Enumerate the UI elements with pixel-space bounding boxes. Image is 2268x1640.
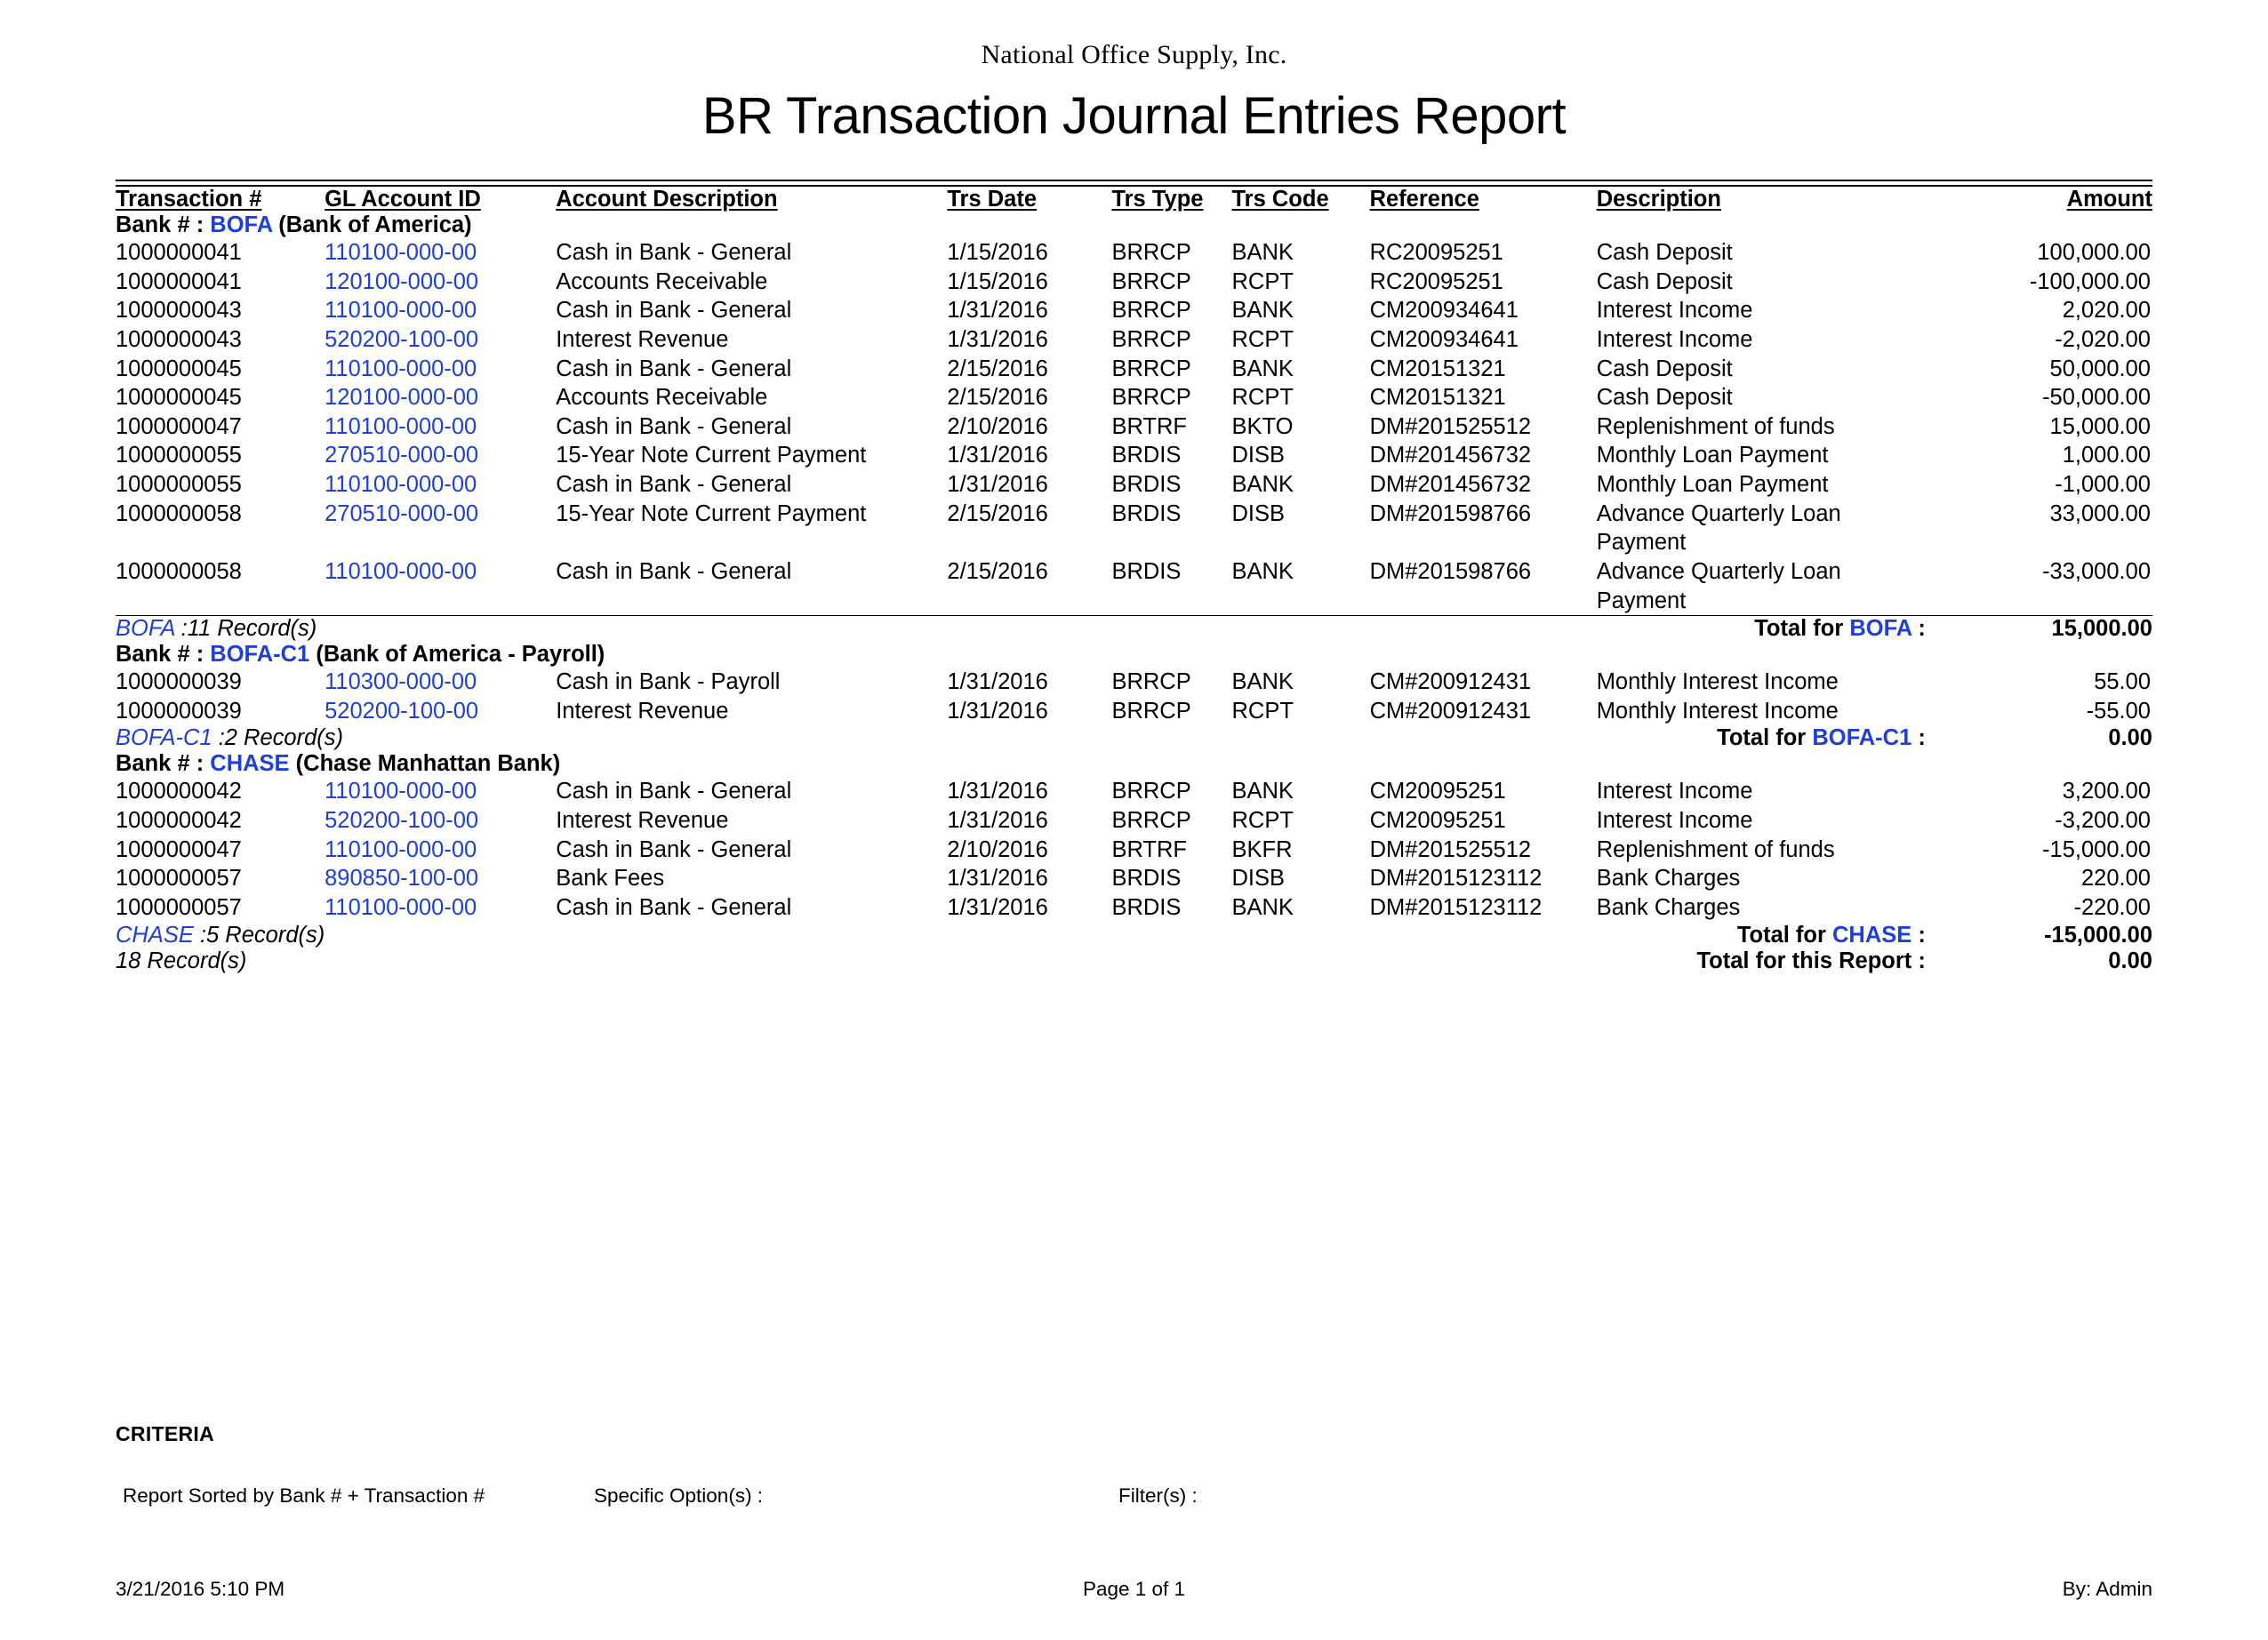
table-row <box>116 441 2152 470</box>
bank-group-subtotal <box>116 616 2152 643</box>
cell-amount: 3,200.00 <box>2062 779 2151 804</box>
cell-transaction: 1000000045 <box>116 356 242 381</box>
cell-trs-code: RCPT <box>1231 268 1294 294</box>
cell-transaction: 1000000047 <box>116 836 242 862</box>
cell-reference: CM200934641 <box>1369 298 1519 324</box>
bank-total-label: Total for BOFA : <box>1232 616 1926 643</box>
cell-trs-date: 2/15/2016 <box>947 500 1048 526</box>
cell-amount: -55.00 <box>2086 698 2151 724</box>
cell-reference: CM#200912431 <box>1369 698 1532 724</box>
bank-label: Bank # : <box>116 212 204 237</box>
cell-amount: -2,020.00 <box>2055 326 2151 352</box>
cell-trs-date: 1/31/2016 <box>947 669 1048 695</box>
criteria-sorted-by: Report Sorted by Bank # + Transaction # <box>123 1484 485 1507</box>
cell-trs-date: 1/31/2016 <box>947 808 1048 833</box>
cell-reference: CM20095251 <box>1369 779 1506 804</box>
cell-trs-type: BRRCP <box>1111 698 1191 724</box>
bank-record-count: BOFA :11 Record(s) <box>116 616 1232 643</box>
cell-trs-code: BANK <box>1231 779 1294 804</box>
cell-trs-type: BRRCP <box>1111 326 1191 352</box>
cell-reference: DM#201456732 <box>1369 472 1532 497</box>
cell-description: Cash Deposit <box>1596 356 1733 381</box>
cell-trs-type: BRRCP <box>1111 240 1191 265</box>
cell-reference: DM#2015123112 <box>1369 894 1543 920</box>
cell-trs-code: DISB <box>1231 866 1286 892</box>
cell-trs-date: 1/31/2016 <box>947 326 1048 352</box>
cell-account-description: Cash in Bank - General <box>556 298 792 324</box>
cell-account-description: Cash in Bank - General <box>556 836 792 862</box>
bank-group-subtotal <box>116 923 2152 948</box>
cell-amount: 100,000.00 <box>2037 240 2151 265</box>
table-row <box>116 806 2152 836</box>
cell-transaction: 1000000039 <box>116 669 242 695</box>
cell-description: Monthly Interest Income <box>1596 698 1839 724</box>
cell-gl-account[interactable]: 120100-000-00 <box>325 385 479 411</box>
table-row <box>116 500 2152 557</box>
column-header-trs-type: Trs Type <box>1111 187 1204 212</box>
company-name: National Office Supply, Inc. <box>981 40 1287 69</box>
report-record-count: 18 Record(s) <box>116 948 247 973</box>
bank-group-header <box>116 212 2152 238</box>
cell-transaction: 1000000041 <box>116 268 242 294</box>
cell-trs-date: 2/15/2016 <box>947 385 1048 411</box>
cell-trs-code: RCPT <box>1231 808 1294 833</box>
cell-transaction: 1000000039 <box>116 698 242 724</box>
cell-trs-date: 1/31/2016 <box>947 866 1048 892</box>
bank-id: BOFA <box>210 212 273 237</box>
table-row <box>116 355 2152 384</box>
cell-description: Interest Income <box>1596 779 1753 804</box>
cell-transaction: 1000000042 <box>116 779 242 804</box>
cell-amount: -1,000.00 <box>2055 472 2151 497</box>
criteria-heading: CRITERIA <box>116 1422 215 1445</box>
table-row <box>116 668 2152 697</box>
cell-description: Bank Charges <box>1596 894 1741 920</box>
cell-transaction: 1000000057 <box>116 866 242 892</box>
cell-trs-type: BRRCP <box>1111 669 1191 695</box>
cell-trs-type: BRTRF <box>1111 836 1187 862</box>
cell-amount: 50,000.00 <box>2049 356 2151 381</box>
bank-total-label: Total for CHASE : <box>1736 922 1926 948</box>
report-total-row <box>116 948 2152 974</box>
cell-description: Interest Income <box>1596 298 1753 324</box>
page-footer <box>116 1578 2152 1601</box>
footer-author: By: Admin <box>2062 1578 2152 1600</box>
cell-trs-date: 2/15/2016 <box>947 558 1048 584</box>
column-header-account-description: Account Description <box>556 187 778 212</box>
cell-account-description: Cash in Bank - General <box>556 558 792 584</box>
cell-trs-code: BANK <box>1231 894 1294 920</box>
cell-reference: DM#201598766 <box>1369 500 1532 526</box>
cell-trs-code: BANK <box>1231 240 1294 265</box>
cell-reference: CM20151321 <box>1369 385 1506 411</box>
cell-description: Advance Quarterly Loan Payment <box>1596 500 1841 556</box>
cell-description: Cash Deposit <box>1596 268 1733 294</box>
cell-reference: DM#201525512 <box>1369 836 1532 862</box>
cell-gl-account[interactable]: 110100-000-00 <box>325 298 477 324</box>
cell-amount: 15,000.00 <box>2049 413 2151 439</box>
bank-name: (Bank of America - Payroll) <box>316 642 605 668</box>
column-header-trs-code: Trs Code <box>1231 187 1329 212</box>
table-row <box>116 470 2152 500</box>
cell-account-description: Accounts Receivable <box>556 268 768 294</box>
bank-name: (Bank of America) <box>278 212 472 237</box>
bank-group-label <box>116 751 2152 777</box>
cell-amount: 55.00 <box>2094 669 2151 695</box>
cell-trs-code: DISB <box>1231 500 1286 526</box>
bank-total-amount: 0.00 <box>2108 725 2152 751</box>
bank-label: Bank # : <box>116 642 204 668</box>
bank-record-count: BOFA-C1 :2 Record(s) <box>116 725 343 751</box>
cell-amount: -220.00 <box>2073 894 2151 920</box>
footer-page-number: Page 1 of 1 <box>1082 1578 1186 1600</box>
cell-account-description: Cash in Bank - General <box>556 894 792 920</box>
table-row <box>116 412 2152 442</box>
cell-gl-account[interactable]: 110100-000-00 <box>325 894 477 920</box>
cell-gl-account[interactable]: 110100-000-00 <box>325 836 477 862</box>
bank-group-label <box>116 642 2152 668</box>
cell-amount: 220.00 <box>2081 866 2151 892</box>
cell-gl-account[interactable]: 110100-000-00 <box>325 356 477 381</box>
cell-description: Monthly Loan Payment <box>1596 472 1829 497</box>
cell-transaction: 1000000043 <box>116 326 242 352</box>
cell-reference: CM20095251 <box>1369 808 1506 833</box>
cell-transaction: 1000000057 <box>116 894 242 920</box>
column-header-amount: Amount <box>2066 187 2152 212</box>
cell-gl-account[interactable]: 120100-000-00 <box>325 268 479 294</box>
cell-account-description: Interest Revenue <box>556 808 729 833</box>
cell-trs-type: BRRCP <box>1111 356 1191 381</box>
cell-trs-date: 1/31/2016 <box>947 443 1048 468</box>
column-header-gl-account: GL Account ID <box>325 187 481 212</box>
header-divider <box>116 180 2152 187</box>
cell-trs-date: 2/10/2016 <box>947 836 1048 862</box>
cell-transaction: 1000000055 <box>116 443 242 468</box>
cell-account-description: Bank Fees <box>556 866 665 892</box>
cell-trs-type: BRDIS <box>1111 472 1182 497</box>
table-row <box>116 697 2152 726</box>
cell-transaction: 1000000041 <box>116 240 242 265</box>
footer-timestamp: 3/21/2016 5:10 PM <box>116 1578 285 1600</box>
cell-gl-account[interactable]: 110100-000-00 <box>325 240 477 265</box>
bank-record-count: CHASE :5 Record(s) <box>116 922 325 948</box>
table-header-row <box>116 187 2152 212</box>
cell-trs-type: BRRCP <box>1111 779 1191 804</box>
cell-transaction: 1000000055 <box>116 472 242 497</box>
cell-trs-type: BRDIS <box>1111 500 1182 526</box>
cell-transaction: 1000000043 <box>116 298 242 324</box>
cell-transaction: 1000000045 <box>116 385 242 411</box>
cell-account-description: Interest Revenue <box>556 326 729 352</box>
cell-account-description: 15-Year Note Current Payment <box>556 443 867 468</box>
cell-amount: -50,000.00 <box>2042 385 2151 411</box>
cell-description: Cash Deposit <box>1596 240 1733 265</box>
criteria-specific-options: Specific Option(s) : <box>594 1484 764 1507</box>
column-header-trs-date: Trs Date <box>947 187 1038 212</box>
bank-total-label: Total for BOFA-C1 : <box>1717 725 1926 751</box>
bank-id: BOFA-C1 <box>210 642 310 668</box>
bank-group-label <box>116 212 2152 238</box>
cell-trs-code: BANK <box>1231 472 1294 497</box>
cell-description: Monthly Loan Payment <box>1596 443 1829 468</box>
cell-trs-date: 1/15/2016 <box>947 268 1048 294</box>
cell-account-description: Accounts Receivable <box>556 385 768 411</box>
cell-gl-account[interactable]: 110100-000-00 <box>325 472 477 497</box>
cell-trs-date: 2/15/2016 <box>947 356 1048 381</box>
journal-table <box>116 187 2152 974</box>
bank-total-amount: 15,000.00 <box>1926 616 2152 643</box>
cell-transaction: 1000000047 <box>116 413 242 439</box>
cell-trs-type: BRDIS <box>1111 894 1182 920</box>
cell-trs-type: BRDIS <box>1111 558 1182 584</box>
cell-description: Cash Deposit <box>1596 385 1733 411</box>
cell-gl-account[interactable]: 520200-100-00 <box>325 808 479 833</box>
table-row <box>116 325 2152 355</box>
cell-trs-type: BRDIS <box>1111 866 1182 892</box>
bank-name: (Chase Manhattan Bank) <box>295 751 561 777</box>
cell-reference: CM#200912431 <box>1369 669 1532 695</box>
cell-trs-date: 1/31/2016 <box>947 698 1048 724</box>
cell-description: Monthly Interest Income <box>1596 669 1839 695</box>
cell-trs-code: BANK <box>1231 669 1294 695</box>
cell-amount: 1,000.00 <box>2062 443 2151 468</box>
criteria-row <box>123 1484 2150 1508</box>
cell-amount: -33,000.00 <box>2042 558 2151 584</box>
cell-description: Interest Income <box>1596 808 1753 833</box>
column-header-transaction: Transaction # <box>116 187 262 212</box>
cell-amount: -3,200.00 <box>2055 808 2151 833</box>
cell-account-description: Cash in Bank - General <box>556 779 792 804</box>
cell-account-description: Interest Revenue <box>556 698 729 724</box>
page-title: BR Transaction Journal Entries Report <box>701 87 1567 145</box>
table-row <box>116 893 2152 923</box>
bank-group-header <box>116 642 2152 668</box>
report-total-label: Total for this Report : <box>1696 948 1926 973</box>
cell-trs-date: 2/10/2016 <box>947 413 1048 439</box>
cell-trs-code: BKTO <box>1231 413 1294 439</box>
cell-trs-type: BRRCP <box>1111 268 1191 294</box>
table-row <box>116 864 2152 893</box>
cell-account-description: Cash in Bank - General <box>556 413 792 439</box>
cell-trs-date: 1/31/2016 <box>947 472 1048 497</box>
cell-description: Replenishment of funds <box>1596 836 1835 862</box>
cell-reference: DM#201525512 <box>1369 413 1532 439</box>
cell-account-description: Cash in Bank - General <box>556 240 792 265</box>
report-total-amount: 0.00 <box>2108 948 2152 973</box>
cell-account-description: Cash in Bank - General <box>556 356 792 381</box>
cell-gl-account[interactable]: 110100-000-00 <box>325 779 477 804</box>
cell-trs-code: BANK <box>1231 558 1294 584</box>
cell-reference: CM20151321 <box>1369 356 1506 381</box>
cell-gl-account[interactable]: 520200-100-00 <box>325 326 479 352</box>
cell-trs-type: BRRCP <box>1111 298 1191 324</box>
cell-gl-account[interactable]: 520200-100-00 <box>325 698 479 724</box>
cell-description: Replenishment of funds <box>1596 413 1835 439</box>
column-header-description: Description <box>1596 187 1721 212</box>
cell-description: Advance Quarterly Loan Payment <box>1596 558 1841 613</box>
cell-trs-code: RCPT <box>1231 326 1294 352</box>
cell-account-description: Cash in Bank - General <box>556 472 792 497</box>
cell-trs-type: BRRCP <box>1111 385 1191 411</box>
cell-reference: CM200934641 <box>1369 326 1519 352</box>
cell-gl-account[interactable]: 270510-000-00 <box>325 443 479 468</box>
cell-trs-type: BRDIS <box>1111 443 1182 468</box>
cell-reference: DM#201598766 <box>1369 558 1532 584</box>
cell-trs-code: BKFR <box>1231 836 1293 862</box>
bank-group-header <box>116 751 2152 777</box>
cell-gl-account[interactable]: 110100-000-00 <box>325 558 477 584</box>
cell-trs-date: 1/31/2016 <box>947 298 1048 324</box>
table-row <box>116 777 2152 806</box>
table-row <box>116 557 2152 616</box>
cell-description: Interest Income <box>1596 326 1753 352</box>
cell-trs-code: BANK <box>1231 298 1294 324</box>
cell-trs-type: BRRCP <box>1111 808 1191 833</box>
criteria-filters: Filter(s) : <box>1118 1484 1198 1507</box>
table-row <box>116 268 2152 297</box>
cell-amount: -15,000.00 <box>2042 836 2151 862</box>
cell-amount: -100,000.00 <box>2029 268 2151 294</box>
cell-description: Bank Charges <box>1596 866 1741 892</box>
cell-gl-account[interactable]: 110100-000-00 <box>325 413 477 439</box>
cell-trs-date: 1/31/2016 <box>947 894 1048 920</box>
cell-trs-code: BANK <box>1231 356 1294 381</box>
cell-transaction: 1000000058 <box>116 558 242 584</box>
cell-transaction: 1000000042 <box>116 808 242 833</box>
table-row <box>116 296 2152 325</box>
bank-total-amount: -15,000.00 <box>2044 922 2152 948</box>
column-header-reference: Reference <box>1369 187 1479 212</box>
cell-reference: DM#2015123112 <box>1369 866 1543 892</box>
cell-trs-date: 1/31/2016 <box>947 779 1048 804</box>
cell-reference: RC20095251 <box>1369 268 1503 294</box>
table-row <box>116 383 2152 412</box>
cell-amount: 33,000.00 <box>2049 500 2151 526</box>
cell-account-description: Cash in Bank - Payroll <box>556 669 781 695</box>
cell-gl-account[interactable]: 270510-000-00 <box>325 500 479 526</box>
bank-label: Bank # : <box>116 751 204 777</box>
cell-reference: RC20095251 <box>1369 240 1503 265</box>
cell-trs-code: RCPT <box>1231 385 1294 411</box>
cell-transaction: 1000000058 <box>116 500 242 526</box>
cell-trs-type: BRTRF <box>1111 413 1187 439</box>
cell-gl-account[interactable]: 110300-000-00 <box>325 669 477 695</box>
cell-trs-date: 1/15/2016 <box>947 240 1048 265</box>
cell-trs-code: RCPT <box>1231 698 1294 724</box>
cell-gl-account[interactable]: 890850-100-00 <box>325 866 479 892</box>
cell-amount: 2,020.00 <box>2062 298 2151 324</box>
bank-group-subtotal <box>116 725 2152 751</box>
table-row <box>116 836 2152 865</box>
cell-account-description: 15-Year Note Current Payment <box>556 500 867 526</box>
cell-trs-code: DISB <box>1231 443 1286 468</box>
table-row <box>116 238 2152 268</box>
cell-reference: DM#201456732 <box>1369 443 1532 468</box>
bank-id: CHASE <box>210 751 290 777</box>
